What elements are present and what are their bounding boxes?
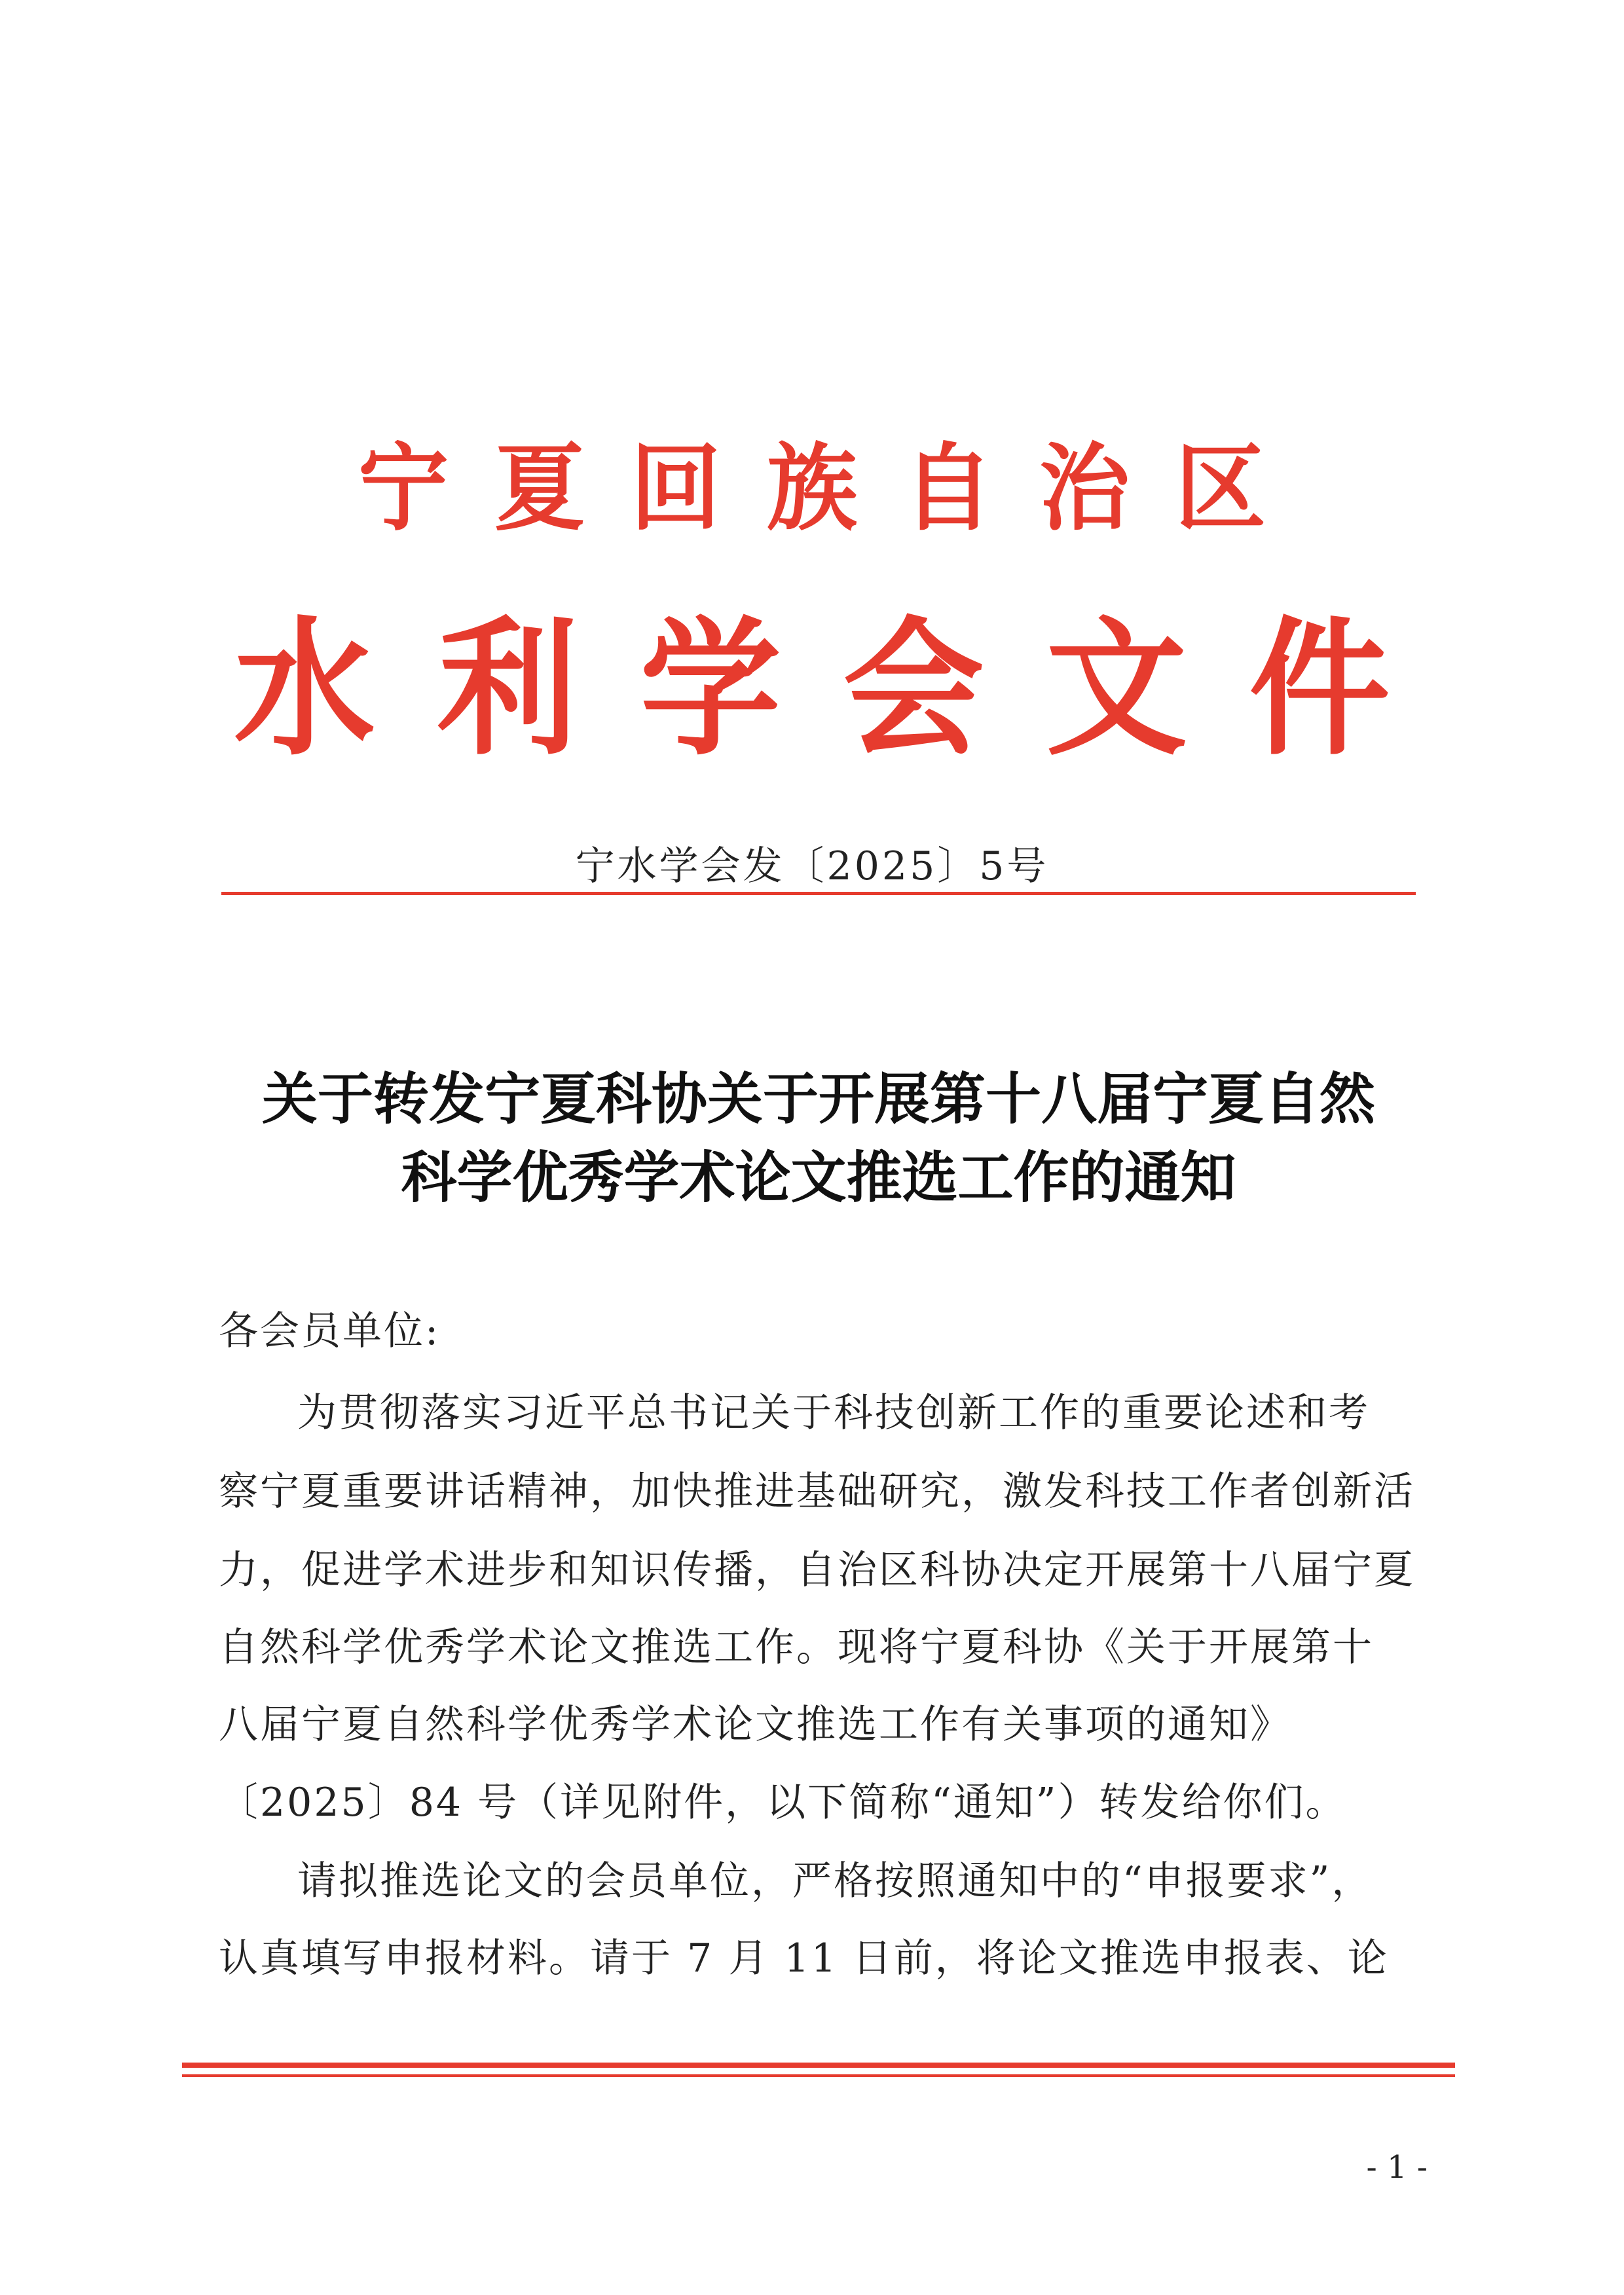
body-line: 请拟推选论文的会员单位，严格按照通知中的“申报要求”，	[297, 1858, 1373, 1904]
header-doc-type-line: 水利学会文件	[234, 602, 1452, 776]
footer-divider-thin	[182, 2074, 1455, 2077]
header-divider	[221, 892, 1416, 895]
salutation: 各会员单位:	[219, 1308, 441, 1354]
body-line: 为贯彻落实习近平总书记关于科技创新工作的重要论述和考	[297, 1390, 1370, 1436]
document-title-line-2: 科学优秀学术论文推选工作的通知	[401, 1146, 1236, 1211]
document-number: 宁水学会发〔2025〕5号	[575, 843, 1049, 889]
footer-divider-thick	[182, 2063, 1455, 2068]
page-number: - 1 -	[1366, 2149, 1428, 2186]
body-line: 八届宁夏自然科学优秀学术论文推选工作有关事项的通知》	[219, 1702, 1291, 1748]
body-line: 自然科学优秀学术论文推选工作。现将宁夏科协《关于开展第十	[219, 1625, 1374, 1670]
body-line: 认真填写申报材料。请于 7 月 11 日前，将论文推选申报表、论	[219, 1936, 1389, 1981]
document-title-line-1: 关于转发宁夏科协关于开展第十八届宁夏自然	[261, 1067, 1375, 1132]
body-line: 察宁夏重要讲话精神，加快推进基础研究，激发科技工作者创新活	[219, 1469, 1415, 1515]
header-org-line: 宁夏回族自治区	[358, 433, 1312, 544]
body-line: 〔2025〕84 号（详见附件，以下简称“通知”）转发给你们。	[219, 1780, 1347, 1826]
body-line: 力，促进学术进步和知识传播，自治区科协决定开展第十八届宁夏	[219, 1547, 1415, 1593]
